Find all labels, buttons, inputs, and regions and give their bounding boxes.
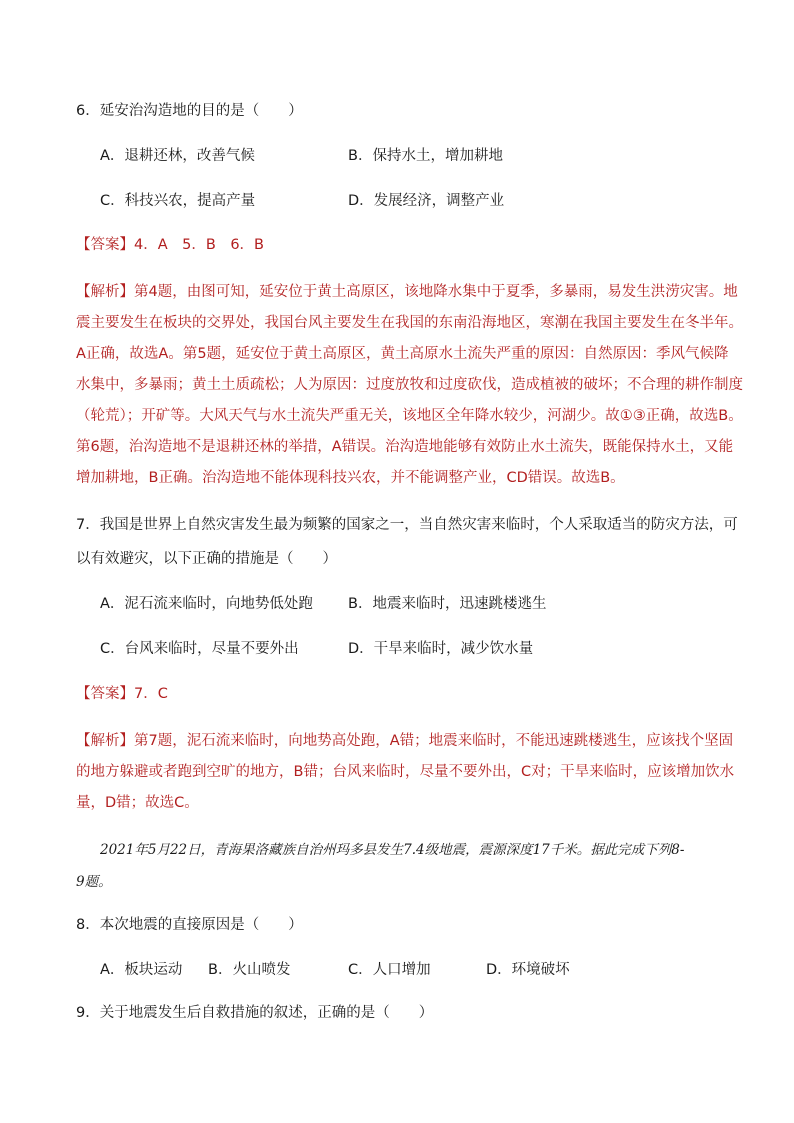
- q8-option-c: C．人口增加: [348, 962, 431, 978]
- analysis-4-6-line-7: 增加耕地，B正确。治沟造地不能体现科技兴农，并不能调整产业，CD错误。故选B。: [76, 470, 625, 486]
- q8-option-b: B．火山喷发: [208, 962, 291, 978]
- q7-option-d: D．干旱来临时，减少饮水量: [348, 641, 534, 657]
- analysis-4-6-line-6: 第6题，治沟造地不是退耕还林的举措，A错误。治沟造地能够有效防止水土流失，既能保持水土，又能: [76, 439, 734, 455]
- q7-option-b: B．地震来临时，迅速跳楼逃生: [348, 596, 547, 612]
- analysis-4-6-line-5: （轮荒）；开矿等。大风天气与水土流失严重无关，该地区全年降水较少，河湖少。故①③正确，故选B。: [76, 408, 743, 424]
- answer-7: 【答案】7．C: [76, 686, 168, 702]
- q6-option-b: B．保持水土，增加耕地: [348, 148, 503, 164]
- q9-stem: 9．关于地震发生后自救措施的叙述，正确的是（ ）: [76, 1005, 434, 1021]
- q6-option-a: A．退耕还林，改善气候: [100, 148, 255, 164]
- q8-option-d: D．环境破坏: [486, 962, 570, 978]
- q6-stem: 6．延安治沟造地的目的是（ ）: [76, 103, 303, 119]
- q7-option-c: C．台风来临时，尽量不要外出: [100, 641, 299, 657]
- q6-option-c: C．科技兴农，提高产量: [100, 193, 256, 209]
- q7-stem-line-2: 以有效避灾，以下正确的措施是（ ）: [76, 551, 337, 567]
- q7-option-a: A．泥石流来临时，向地势低处跑: [100, 596, 313, 612]
- analysis-7-line-3: 量，D错；故选C。: [76, 795, 199, 811]
- analysis-7-line-2: 的地方躲避或者跑到空旷的地方，B错；台风来临时，尽量不要外出，C对；干旱来临时，应该增加饮水: [76, 764, 735, 780]
- answer-4-6: 【答案】4．A 5．B 6．B: [76, 237, 264, 253]
- q6-option-d: D．发展经济，调整产业: [348, 193, 505, 209]
- analysis-4-6-line-4: 水集中，多暴雨；黄土土质疏松；人为原因：过度放牧和过度砍伐，造成植被的破坏；不合理的耕作制度: [76, 377, 743, 393]
- analysis-7-line-1: 【解析】第7题，泥石流来临时，向地势高处跑，A错；地震来临时，不能迅速跳楼逃生，应该找个坚固: [76, 733, 734, 749]
- q7-stem-line-1: 7．我国是世界上自然灾害发生最为频繁的国家之一，当自然灾害来临时，个人采取适当的防灾方法，可: [76, 517, 738, 533]
- analysis-4-6-line-3: A正确，故选A。第5题，延安位于黄土高原区，黄土高原水土流失严重的原因：自然原因：季风气候降: [76, 346, 729, 362]
- q8-stem: 8．本次地震的直接原因是（ ）: [76, 917, 303, 933]
- analysis-4-6-line-2: 震主要发生在板块的交界处，我国台风主要发生在我国的东南沿海地区，寒潮在我国主要发生在冬半年。: [76, 315, 743, 331]
- material-8-9-line-1: 2021年5月22日，青海果洛藏族自治州玛多县发生7.4级地震，震源深度17千米。据此完成下列8-: [100, 842, 685, 858]
- material-8-9-line-2: 9题。: [76, 874, 112, 890]
- q8-option-a: A．板块运动: [100, 962, 183, 978]
- analysis-4-6-line-1: 【解析】第4题，由图可知，延安位于黄土高原区，该地降水集中于夏季，多暴雨，易发生洪涝灾害。地: [76, 284, 738, 300]
